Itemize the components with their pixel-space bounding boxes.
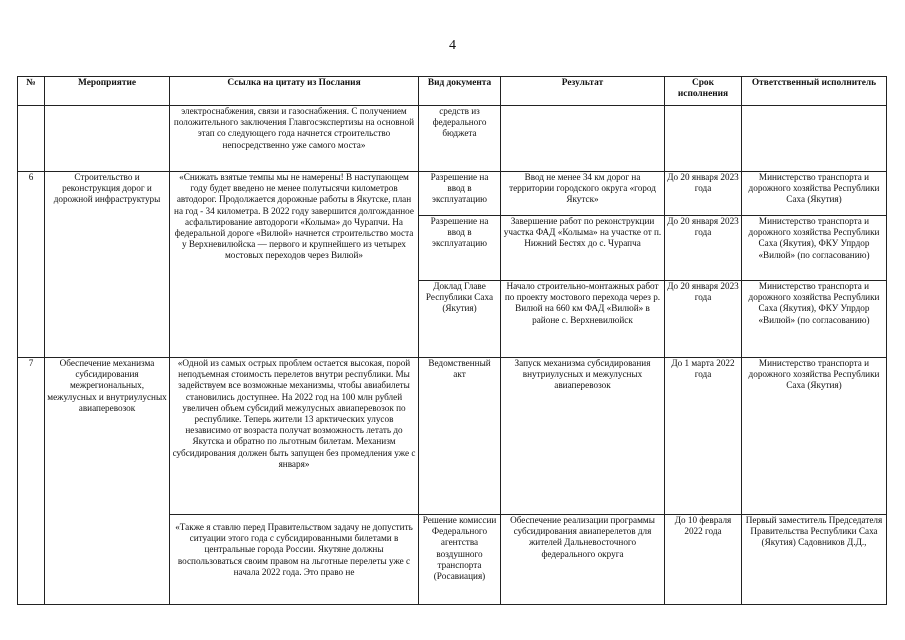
cell-deadline — [665, 106, 742, 172]
table-row — [18, 172, 887, 216]
table-header-row — [18, 77, 887, 106]
table-row — [18, 358, 887, 515]
cell-num — [18, 106, 45, 172]
header-responsible: Ответственный исполнитель — [742, 77, 887, 106]
quote-cell: «Также я ставлю перед Правительством задачу не допустить ситуации этого года с субсидированными билетами в центральные города России. Якутяне должны воспользоваться своим правом на льготные перелеты уже с начала 2022 года. Это право не — [170, 515, 419, 605]
responsible-cell: Министерство транспорта и дорожного хозяйства Республики Саха (Якутия), ФКУ Упрдор «Вилюй» (по согласованию) — [742, 281, 887, 358]
result-cell: Ввод не менее 34 км дорог на территории городского округа «город Якутск» — [501, 172, 665, 216]
header-quote: Ссылка на цитату из Послания — [170, 77, 419, 106]
responsible-cell: Министерство транспорта и дорожного хозяйства Республики Саха (Якутия), ФКУ Упрдор «Вилюй» (по согласованию) — [742, 216, 887, 281]
event-cell: Обеспечение механизма субсидирования межрегиональных, межулусных и внутриулусных авиаперевозок — [45, 358, 170, 605]
row-number: 6 — [18, 172, 45, 358]
deadline-cell: До 1 марта 2022 года — [665, 358, 742, 515]
doc-type-cell: Ведомственный акт — [419, 358, 501, 515]
doc-type-cell: Решение комиссии Федерального агентства воздушного транспорта (Росавиация) — [419, 515, 501, 605]
responsible-cell: Министерство транспорта и дорожного хозяйства Республики Саха (Якутия) — [742, 172, 887, 216]
cell-quote: электроснабжения, связи и газоснабжения. С получением положительного заключения Главгосэкспертизы на основной этап со следующего года начнется строительство непосредственно уже самого моста» — [170, 106, 419, 172]
action-plan-table — [17, 76, 887, 605]
doc-type-cell: Разрешение на ввод в эксплуатацию — [419, 216, 501, 281]
cell-event — [45, 106, 170, 172]
doc-type-cell: Разрешение на ввод в эксплуатацию — [419, 172, 501, 216]
result-cell: Завершение работ по реконструкции участка ФАД «Колыма» на участке от п. Нижний Бестях до с. Чурапча — [501, 216, 665, 281]
table-row — [18, 106, 887, 172]
header-result: Результат — [501, 77, 665, 106]
cell-result — [501, 106, 665, 172]
result-cell: Запуск механизма субсидирования внутриулусных и межулусных авиаперевозок — [501, 358, 665, 515]
responsible-cell: Министерство транспорта и дорожного хозяйства Республики Саха (Якутия) — [742, 358, 887, 515]
deadline-cell: До 20 января 2023 года — [665, 216, 742, 281]
deadline-cell: До 20 января 2023 года — [665, 172, 742, 216]
header-event: Мероприятие — [45, 77, 170, 106]
row-number: 7 — [18, 358, 45, 605]
page-number: 4 — [449, 38, 456, 53]
deadline-cell: До 10 февраля 2022 года — [665, 515, 742, 605]
deadline-cell: До 20 января 2023 года — [665, 281, 742, 358]
header-deadline: Срок исполнения — [665, 77, 742, 106]
event-cell: Строительство и реконструкция дорог и дорожной инфраструктуры — [45, 172, 170, 358]
cell-responsible — [742, 106, 887, 172]
result-cell: Начало строительно-монтажных работ по проекту мостового перехода через р. Вилюй на 660 км ФАД «Вилюй» в районе с. Верхневилюйск — [501, 281, 665, 358]
cell-doc-type: средств из федерального бюджета — [419, 106, 501, 172]
quote-cell: «Снижать взятые темпы мы не намерены! В наступающем году будет введено не менее полутысячи километров автодорог. Продолжается дорожные работы в Якутске, план на год - 34 километра. В 2022 году завершится долгожданное асфальтирование автодороги «Колыма» до Чурапчи. На федеральной дороге «Вилюй» начнется строительство моста у Верхневилюйска — первого и крупнейшего из четырех мостовых переходов через Вилюй» — [170, 172, 419, 358]
quote-cell: «Одной из самых острых проблем остается высокая, порой неподъемная стоимость перелетов внутри республики. Мы задействуем все возможные механизмы, чтобы авиабилеты становились доступнее. На 2022 год на 100 млн рублей увеличен объем субсидий межулусных авиаперевозок по республике. Теперь жители 13 арктических улусов независимо от возраста получат возможность летать до Якутска и обратно по льготным билетам. Механизм субсидирования должен быть запущен без промедления уже с января» — [170, 358, 419, 515]
doc-type-cell: Доклад Главе Республики Саха (Якутия) — [419, 281, 501, 358]
responsible-cell: Первый заместитель Председателя Правительства Республики Саха (Якутия) Садовников Д.Д., — [742, 515, 887, 605]
header-doc-type: Вид документа — [419, 77, 501, 106]
result-cell: Обеспечение реализации программы субсидирования авиаперелетов для жителей Дальневосточного федерального округа — [501, 515, 665, 605]
header-num: № — [18, 77, 45, 106]
